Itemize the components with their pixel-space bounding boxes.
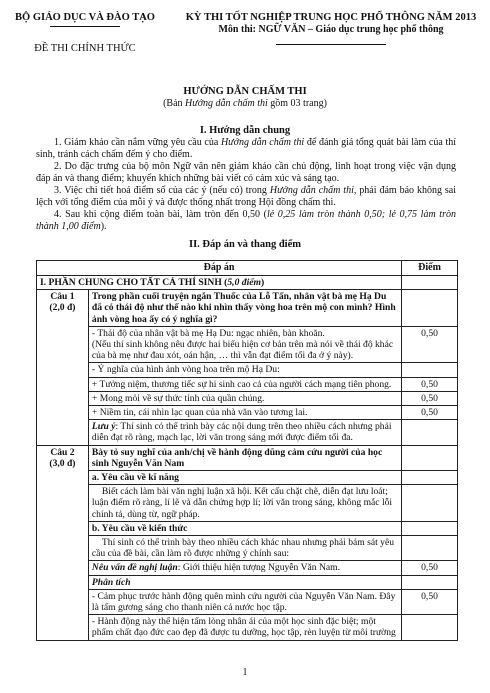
q2-question-score: [402, 445, 458, 470]
ministry-name: BỘ GIÁO DỤC VÀ ĐÀO TẠO: [15, 12, 155, 23]
q2-skill-heading: a. Yêu cầu về kĩ năng: [88, 471, 401, 485]
document-subtitle: [0, 98, 490, 109]
ministry-underline: [50, 26, 120, 27]
q2-issue-score: 0,50: [402, 561, 458, 575]
guideline-4-b: lẻ 0,25 làm tròn thành 0,50; lẻ 0,75 làm tròn thành 1,00 điểm: [36, 209, 456, 232]
table-row: [37, 420, 458, 445]
q1-meaning-3-score: 0,50: [402, 406, 458, 420]
table-row: [37, 589, 458, 614]
guideline-4: [36, 209, 456, 233]
subtitle-open: (Bản: [163, 98, 186, 109]
q1-attitude: [88, 326, 401, 363]
q1-question-score: [402, 290, 458, 327]
q2-skill-heading-score: [402, 471, 458, 485]
q2-label: Câu 2: [50, 446, 75, 458]
q1-meaning-1: + Tưởng niệm, thương tiếc sự hi sinh cao cả của người cách mạng tiên phong.: [88, 377, 401, 391]
q1-attitude-score: 0,50: [402, 326, 458, 363]
table-row: [37, 615, 458, 640]
q1-meaning-2-score: 0,50: [402, 391, 458, 405]
subject-underline: [276, 44, 386, 45]
q1-question: Trong phần cuối truyện ngắn Thuốc của Lỗ Tấn, nhân vật bà mẹ Hạ Du đã có thái độ như thế nào khi nhìn thấy vòng hoa trên mộ con mình? Hình ảnh vòng hoa ấy có ý nghĩa gì?: [88, 290, 401, 327]
q2-skill-body: Biết cách làm bài văn nghị luận xã hội. Kết cấu chặt chẽ, diễn đạt lưu loát; luận điểm rõ ràng, lí lẽ và dẫn chứng hợp lí; lời văn trong sáng, không mắc lỗi chính tả, dùng từ, ngữ pháp.: [88, 485, 401, 522]
q2-label-cell: [37, 445, 89, 640]
part-1-score: [402, 276, 458, 290]
guideline-1: [36, 137, 456, 161]
subtitle-italic: Hướng dẫn chấm thi: [185, 98, 268, 109]
table-row: [37, 575, 458, 589]
guideline-3-a: 3. Việc chi tiết hoá điểm số của các ý (nếu có) trong: [54, 185, 270, 196]
guideline-1-c: để đánh giá tổng quát bài làm của thí sinh, tránh cách chấm đếm ý cho điểm.: [36, 137, 457, 160]
part-1-points: 5,0 điểm: [227, 277, 261, 288]
q1-note-score: [402, 420, 458, 445]
answer-table: [36, 260, 458, 641]
q1-meaning-1-score: 0,50: [402, 377, 458, 391]
q2-knowledge-heading: b. Yêu cầu về kiến thức: [88, 521, 401, 535]
part-1-label: [37, 276, 402, 290]
q2-analysis-1-score: 0,50: [402, 589, 458, 614]
guideline-2: 2. Do đặc trưng của bộ môn Ngữ văn nên giám khảo cần chủ động, linh hoạt trong việc vận dụng đáp án và thang điểm; khuyến khích những bài viết có cảm xúc và sáng tạo.: [36, 161, 456, 184]
q2-issue: [88, 561, 401, 575]
q1-label-cell: [37, 290, 89, 445]
page-number: 1: [242, 667, 248, 678]
subtitle-close: gồm 03 trang): [267, 98, 327, 109]
q2-knowledge-heading-score: [402, 521, 458, 535]
q2-analysis-label-score: [402, 575, 458, 589]
part-1-close: ): [260, 277, 265, 288]
guideline-3-c: , phải đảm bảo không sai lệch với tổng điểm của mỗi ý và được thống nhất trong Hội đồng chấm thi.: [36, 185, 457, 208]
q1-meaning-2: + Mong mỏi về sự thức tỉnh của quần chúng.: [88, 391, 401, 405]
guideline-3-b: Hướng dẫn chấm thi: [269, 185, 354, 196]
table-row: [37, 536, 458, 561]
header-right: [178, 12, 484, 45]
q1-points: (2,0 đ): [49, 302, 76, 314]
table-row: [37, 326, 458, 363]
table-row: [37, 521, 458, 535]
q2-analysis-2: - Hành động này thể hiện tấm lòng nhân ái của một học sinh đặc biệt; một phẩm chất đạo đức cao đẹp đã được tu dưỡng, học tập, rèn luyện từ môi trường: [88, 615, 401, 640]
q1-question-row: [37, 290, 458, 327]
col-answer-header: Đáp án: [37, 261, 402, 276]
table-row: [37, 391, 458, 405]
guideline-3: [36, 185, 456, 209]
part-1-row: [37, 276, 458, 290]
subject-line: Môn thi: NGỮ VĂN – Giáo dục trung học phổ thông: [218, 24, 444, 35]
q1-meaning-intro-score: [402, 363, 458, 377]
q2-analysis-2-score: [402, 615, 458, 640]
q2-analysis-label: Phân tích: [88, 575, 401, 589]
q2-issue-label: Nêu vấn đề nghị luận: [91, 562, 178, 574]
q1-meaning-3: + Niềm tin, cái nhìn lạc quan của nhà văn vào tương lai.: [88, 406, 401, 420]
header-left: [10, 12, 160, 54]
col-score-header: Điểm: [402, 261, 458, 276]
q2-knowledge-body: Thí sinh có thể trình bày theo nhiều cách khác nhau nhưng phải bám sát yêu cầu của đề bài, cần làm rõ được những ý chính sau:: [88, 536, 401, 561]
q2-issue-text: : Giới thiệu hiện tượng Nguyễn Văn Nam.: [177, 562, 341, 574]
q2-question-row: [37, 445, 458, 470]
table-row: [37, 377, 458, 391]
official-exam-label: ĐỀ THI CHÍNH THỨC: [34, 43, 136, 54]
q2-points: (3,0 đ): [49, 457, 76, 469]
table-row: [37, 471, 458, 485]
q1-attitude-line1: - Thái độ của nhân vật bà mẹ Hạ Du: ngạc nhiên, bàn khoăn.: [91, 327, 325, 339]
q1-meaning-intro: - Ý nghĩa của hình ảnh vòng hoa trên mộ Hạ Du:: [88, 363, 401, 377]
guideline-4-c: ).: [100, 221, 107, 232]
document-header: [10, 12, 480, 72]
part-1-text: I. PHẦN CHUNG CHO TẤT CẢ THÍ SINH (: [40, 277, 228, 288]
q2-skill-body-score: [402, 485, 458, 522]
table-row: [37, 485, 458, 522]
q1-note-text: : Thí sinh có thể trình bày các nội dung trên theo nhiều cách nhưng phải diễn đạt rõ ràng, mạch lạc, lời văn trong sáng mới được điểm tối đa.: [91, 421, 392, 444]
q1-note: [88, 420, 401, 445]
table-header-row: [37, 261, 458, 276]
q1-attitude-line2: (Nếu thí sinh không nêu được hai biểu hiện cơ bản trên mà nói về thái độ khác của bà mẹ như đau xót, oán hận, … thì vẫn đạt điểm tối đa ở ý này).: [91, 339, 394, 362]
table-row: [37, 406, 458, 420]
guideline-4-a: 4. Sau khi cộng điểm toàn bài, làm tròn đến 0,50 (: [54, 209, 267, 220]
guideline-1-a: 1. Giám khảo cần nắm vững yêu cầu của: [54, 137, 221, 148]
q1-note-label: Lưu ý: [91, 421, 116, 433]
q1-label: Câu 1: [50, 291, 75, 303]
table-row: [37, 363, 458, 377]
exam-title: KỲ THI TỐT NGHIỆP TRUNG HỌC PHỔ THÔNG NĂM 2013: [185, 12, 477, 23]
section-answers-heading: II. Đáp án và thang điểm: [188, 239, 302, 250]
document-title: HƯỚNG DẪN CHẤM THI: [183, 86, 307, 97]
guideline-1-b: Hướng dẫn chấm thi: [220, 137, 305, 148]
q2-question: Bày tỏ suy nghĩ của anh/chị về hành động dũng cảm cứu người của học sinh Nguyễn Văn Nam: [88, 445, 401, 470]
q2-analysis-1: - Cảm phục trước hành động quên mình cứu người của Nguyễn Văn Nam. Đây là tấm gương sáng cho thanh niên cả nước học tập.: [88, 589, 401, 614]
table-row: [37, 561, 458, 575]
section-general-heading: I. Hướng dẫn chung: [199, 125, 291, 136]
q2-knowledge-body-score: [402, 536, 458, 561]
